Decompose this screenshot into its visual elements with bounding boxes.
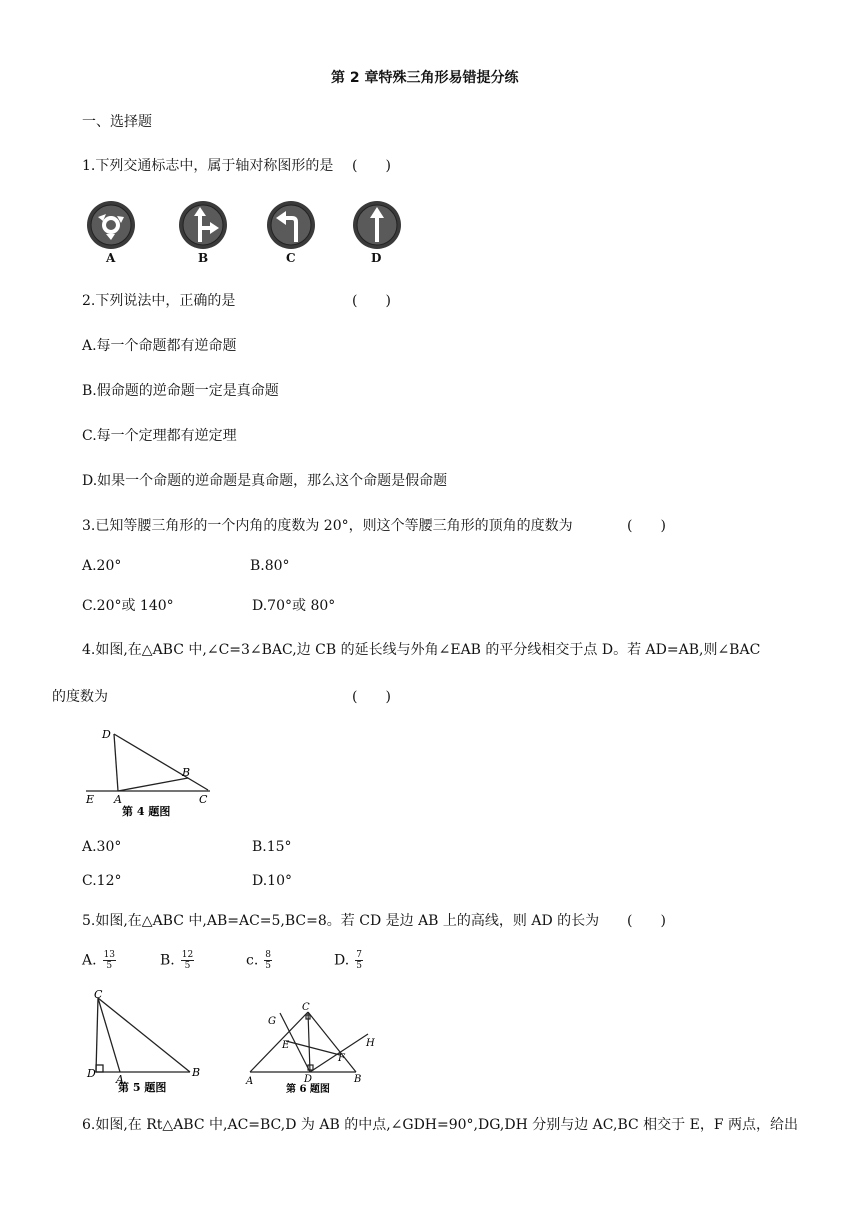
traffic-sign-straight-icon [350,200,404,250]
sign-label-a: A [106,251,116,265]
question-4-answer-paren: ( ) [352,689,391,705]
point-label-f: F [338,1053,345,1064]
question-6-stem: 6.如图,在 Rt△ABC 中,AC=BC,D 为 AB 的中点,∠GDH=90°,DG,DH 分别与边 AC,BC 相交于 E，F 两点，给出 [82,1117,799,1133]
question-5-figure [84,988,214,1096]
point-label-b: B [182,766,191,779]
sign-label-d: D [371,251,382,265]
question-2-stem: 2.下列说法中，正确的是 [82,293,236,309]
point-label-h: H [366,1038,375,1049]
sign-label-b: B [198,251,209,265]
question-3-option-d: D.70°或 80° [252,598,336,614]
question-5-option-c [246,950,272,971]
traffic-sign-roundabout-icon [84,200,138,250]
question-4-option-c: C.12° [82,873,122,889]
section-heading: 一、选择题 [82,114,152,130]
traffic-sign-left-turn-icon [264,200,318,250]
question-5-option-b [160,950,194,971]
question-4-option-d: D.10° [252,873,292,889]
fraction: $\frac{13}{5}$ [103,950,116,971]
question-3-option-a: A.20° [82,558,122,574]
point-label-c: C [199,793,208,806]
question-4-figure [82,724,222,824]
page-title: 第 2 章特殊三角形易错提分练 [331,70,519,86]
point-label-e: E [282,1040,290,1051]
point-label-b: B [354,1074,362,1085]
sign-label-c: C [286,251,296,265]
question-1-stem: 1.下列交通标志中，属于轴对称图形的是 [82,158,334,174]
question-5-option-d [334,950,363,971]
fraction: $\frac{12}{5}$ [181,950,194,971]
question-4-option-a: A.30° [82,839,122,855]
point-label-a: A [116,1073,124,1086]
option-label: c. [246,952,259,969]
figure-caption: 第 6 题图 [286,1084,330,1095]
question-2-option-d: D.如果一个命题的逆命题是真命题，那么这个命题是假命题 [82,473,448,489]
traffic-sign-straight-or-right-icon [176,200,230,250]
question-6-figure [242,1000,382,1096]
point-label-d: D [304,1074,313,1085]
point-label-a: A [246,1076,254,1087]
fraction: $\frac{8}{5}$ [265,950,272,971]
point-label-d: D [87,1067,96,1080]
question-4-stem-continued: 的度数为 [52,689,108,705]
question-1-answer-paren: ( ) [352,158,391,174]
fraction: $\frac{7}{5}$ [356,950,362,971]
question-2-option-a: A.每一个命题都有逆命题 [82,338,237,354]
question-2-option-b: B.假命题的逆命题一定是真命题 [82,383,279,399]
question-5-option-a [82,950,116,971]
point-label-g: G [268,1016,276,1027]
question-3-option-c: C.20°或 140° [82,598,174,614]
point-label-c: C [94,988,103,1001]
point-label-e: E [86,793,95,806]
question-3-answer-paren: ( ) [627,518,666,534]
option-label: A. [82,952,97,969]
point-label-b: B [192,1066,201,1079]
option-label: B. [160,952,175,969]
point-label-d: D [102,728,111,741]
point-label-c: C [302,1002,310,1013]
question-3-option-b: B.80° [250,558,290,574]
question-3-stem: 3.已知等腰三角形的一个内角的度数为 20°，则这个等腰三角形的顶角的度数为 [82,518,573,534]
figure-caption: 第 4 题图 [122,805,171,818]
question-5-answer-paren: ( ) [627,913,666,929]
point-label-a: A [114,793,122,806]
question-4-option-b: B.15° [252,839,292,855]
question-2-option-c: C.每一个定理都有逆定理 [82,428,237,444]
figure-caption: 第 5 题图 [118,1081,167,1094]
question-2-answer-paren: ( ) [352,293,391,309]
question-5-stem: 5.如图,在△ABC 中,AB=AC=5,BC=8。若 CD 是边 AB 上的高线，则 AD 的长为 [82,913,600,929]
question-4-stem: 4.如图,在△ABC 中,∠C=3∠BAC,边 CB 的延长线与外角∠EAB 的平分线相交于点 D。若 AD=AB,则∠BAC [82,642,761,658]
option-label: D. [334,952,350,969]
